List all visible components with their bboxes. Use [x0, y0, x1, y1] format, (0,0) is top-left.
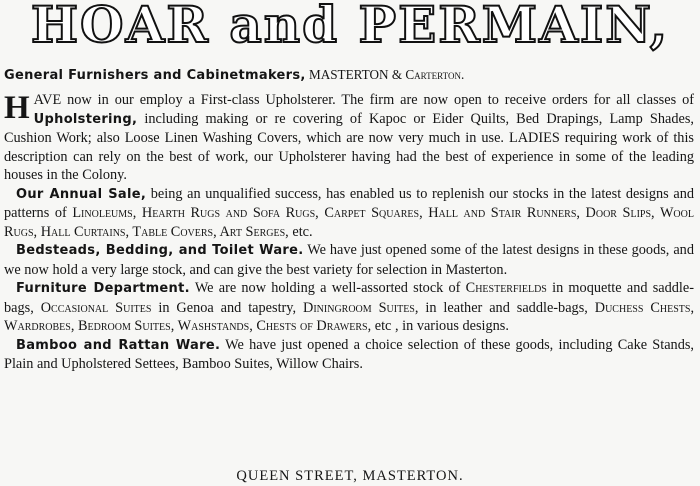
paragraph-text: We have just opened some of the latest designs in these goods, and we now hold a very large stock, and can give the best variety for selection in Masterton.: [4, 242, 694, 278]
paragraph-text: We have just opened a choice selection of these goods, including Cake Stands, Plain and Upholstered Settees, Bamboo Suites, Willow Chairs.: [4, 336, 694, 372]
paragraph-text: AVE now in our employ a First-class Upholsterer. The firm are now open to receive orders for all classes of: [33, 92, 694, 108]
upholstering-heading: Upholstering,: [33, 111, 138, 127]
location-text: MASTERTON &: [308, 67, 403, 82]
bedsteads-heading: Bedsteads, Bedding, and Toilet Ware.: [16, 243, 304, 258]
paragraph-text: in moquette and saddle-bags,: [4, 280, 694, 316]
product-name: Occasional Suites: [40, 299, 152, 316]
annual-sale-paragraph: [4, 185, 694, 242]
advertisement-body: [4, 91, 694, 374]
product-name: Diningroom Suites,: [303, 299, 419, 316]
business-subheading: [4, 66, 698, 85]
annual-sale-heading: Our Annual Sale,: [16, 186, 147, 202]
paragraph-text: in Genoa and tapestry,: [158, 299, 297, 316]
location-text-2: Carterton.: [405, 67, 465, 82]
product-name: Chesterfields: [465, 280, 547, 296]
product-list: Linoleums, Hearth Rugs and Sofa Rugs, Carpet Squares, Hall and Stair Runners, Door Slips, Wool Rugs, Hall Curtains, Table Covers, Art Serges,: [4, 205, 694, 240]
bedsteads-paragraph: [4, 241, 694, 279]
advertiser-headline: HOAR and PERMAIN,: [30, 0, 670, 54]
furniture-paragraph: [4, 279, 694, 336]
drop-cap-letter: H: [4, 90, 30, 126]
address-footer: QUEEN STREET, MASTERTON.: [236, 468, 464, 484]
paragraph-text: etc , in various designs.: [374, 318, 509, 334]
product-name: Duchess Chests, Wardrobes, Bedroom Suites, Washstands, Chests of Drawers,: [4, 299, 695, 334]
paragraph-text: etc.: [292, 223, 313, 240]
paragraph-text: including making or re covering of Kapoc or Eider Quilts, Bed Drapings, Lamp Shades, Cushion Work; also Loose Linen Washing Covers, which are now very much in use. LADIES requiring work of this description can rely on the best of work, our Upholsterer having had the best of experience in some of the leading houses in the Colony.: [4, 110, 695, 183]
furniture-heading: Furniture Department.: [16, 281, 190, 296]
upholstering-paragraph: [4, 91, 694, 185]
paragraph-text: being an unqualified success, has enabled us to replenish our stocks in the latest designs and patterns of: [4, 185, 694, 221]
paragraph-text: in leather and saddle-bags,: [425, 299, 588, 316]
business-description: General Furnishers and Cabinetmakers,: [4, 68, 306, 83]
bamboo-heading: Bamboo and Rattan Ware.: [16, 337, 221, 353]
paragraph-text: We are now holding a well-assorted stock of: [194, 280, 461, 296]
bamboo-paragraph: [4, 336, 694, 374]
